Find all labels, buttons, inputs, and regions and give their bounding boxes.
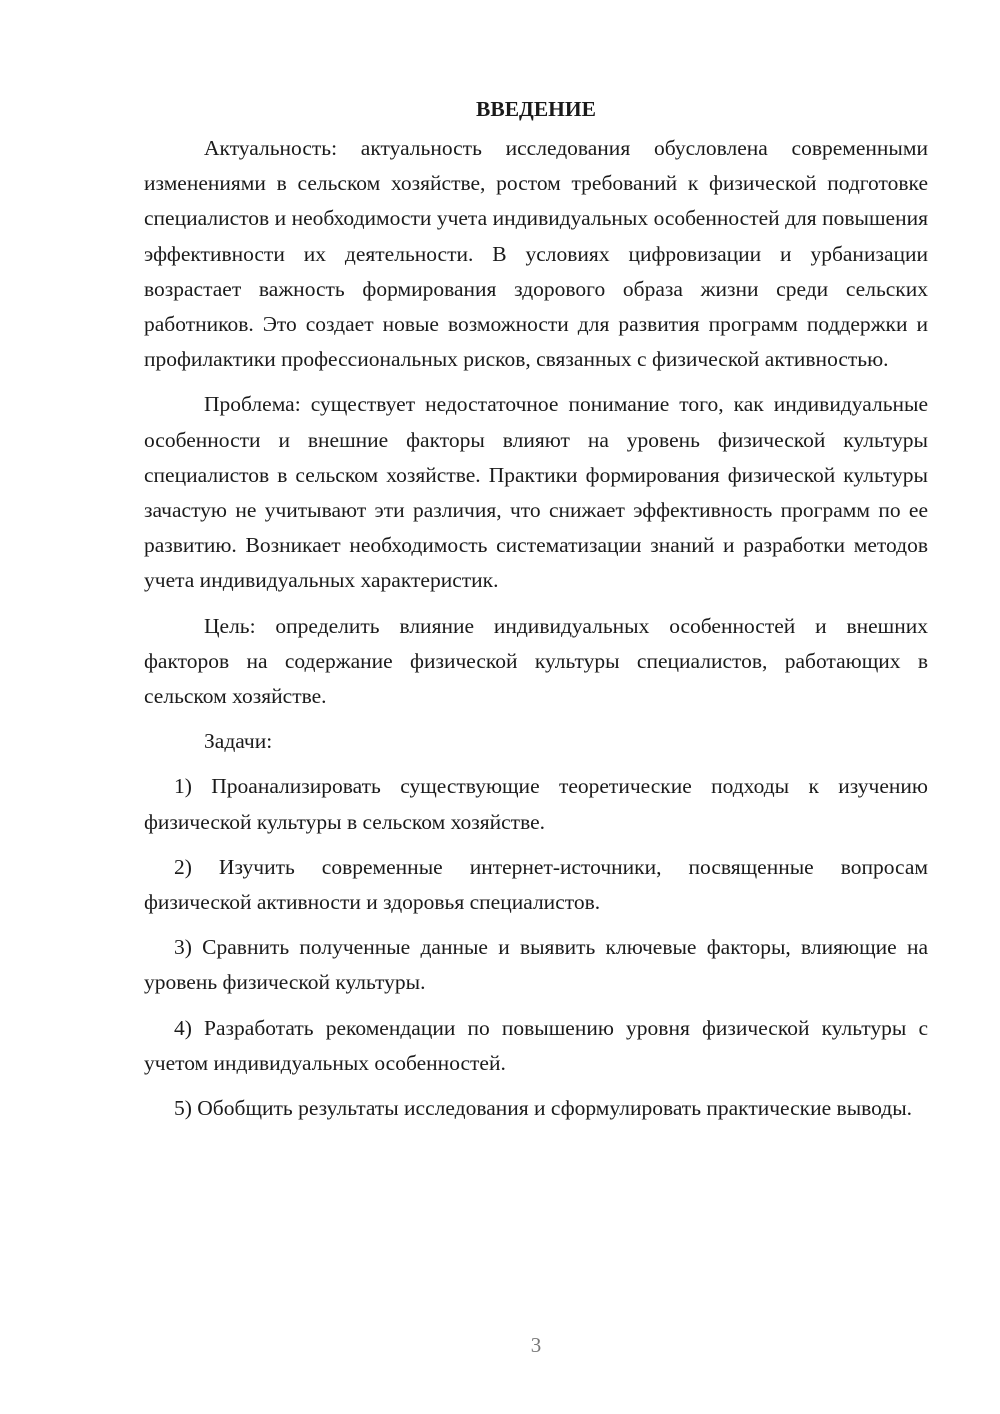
- relevance-paragraph: Актуальность: актуальность исследования обусловлена современными изменениями в сельском хозяйстве, ростом требований к физической подготовке специалистов и необходимости учета индивидуальных особенностей для повышения эффективности их деятельности. В условиях цифровизации и урбанизации возрастает важность формирования здорового образа жизни среди сельских работников. Это создает новые возможности для развития программ поддержки и профилактики профессиональных рисков, связанных с физической активностью.: [144, 136, 928, 372]
- task-item-1: 1) Проанализировать существующие теоретические подходы к изучению физической культуры в сельском хозяйстве.: [144, 774, 928, 834]
- problem-paragraph: Проблема: существует недостаточное понимание того, как индивидуальные особенности и внешние факторы влияют на уровень физической культуры специалистов в сельском хозяйстве. Практики формирования физической культуры зачастую не учитывают эти различия, что снижает эффективность программ по ее развитию. Возникает необходимость систематизации знаний и разработки методов учета индивидуальных характеристик.: [144, 392, 928, 593]
- goal-paragraph: Цель: определить влияние индивидуальных особенностей и внешних факторов на содержание физической культуры специалистов, работающих в сельском хозяйстве.: [144, 613, 928, 709]
- page-number: 3: [530, 1333, 542, 1357]
- page-content: [144, 92, 928, 1136]
- task-item-5: 5) Обобщить результаты исследования и сформулировать практические выводы.: [174, 1096, 913, 1121]
- task-item-2: 2) Изучить современные интернет-источники, посвященные вопросам физической активности и здоровья специалистов.: [144, 854, 928, 915]
- task-item-4: 4) Разработать рекомендации по повышению уровня физической культуры с учетом индивидуальных особенностей.: [144, 1015, 928, 1075]
- section-title: ВВЕДЕНИЕ: [476, 97, 596, 121]
- tasks-heading: Задачи:: [204, 729, 273, 754]
- task-item-3: 3) Сравнить полученные данные и выявить ключевые факторы, влияющие на уровень физической культуры.: [144, 935, 928, 995]
